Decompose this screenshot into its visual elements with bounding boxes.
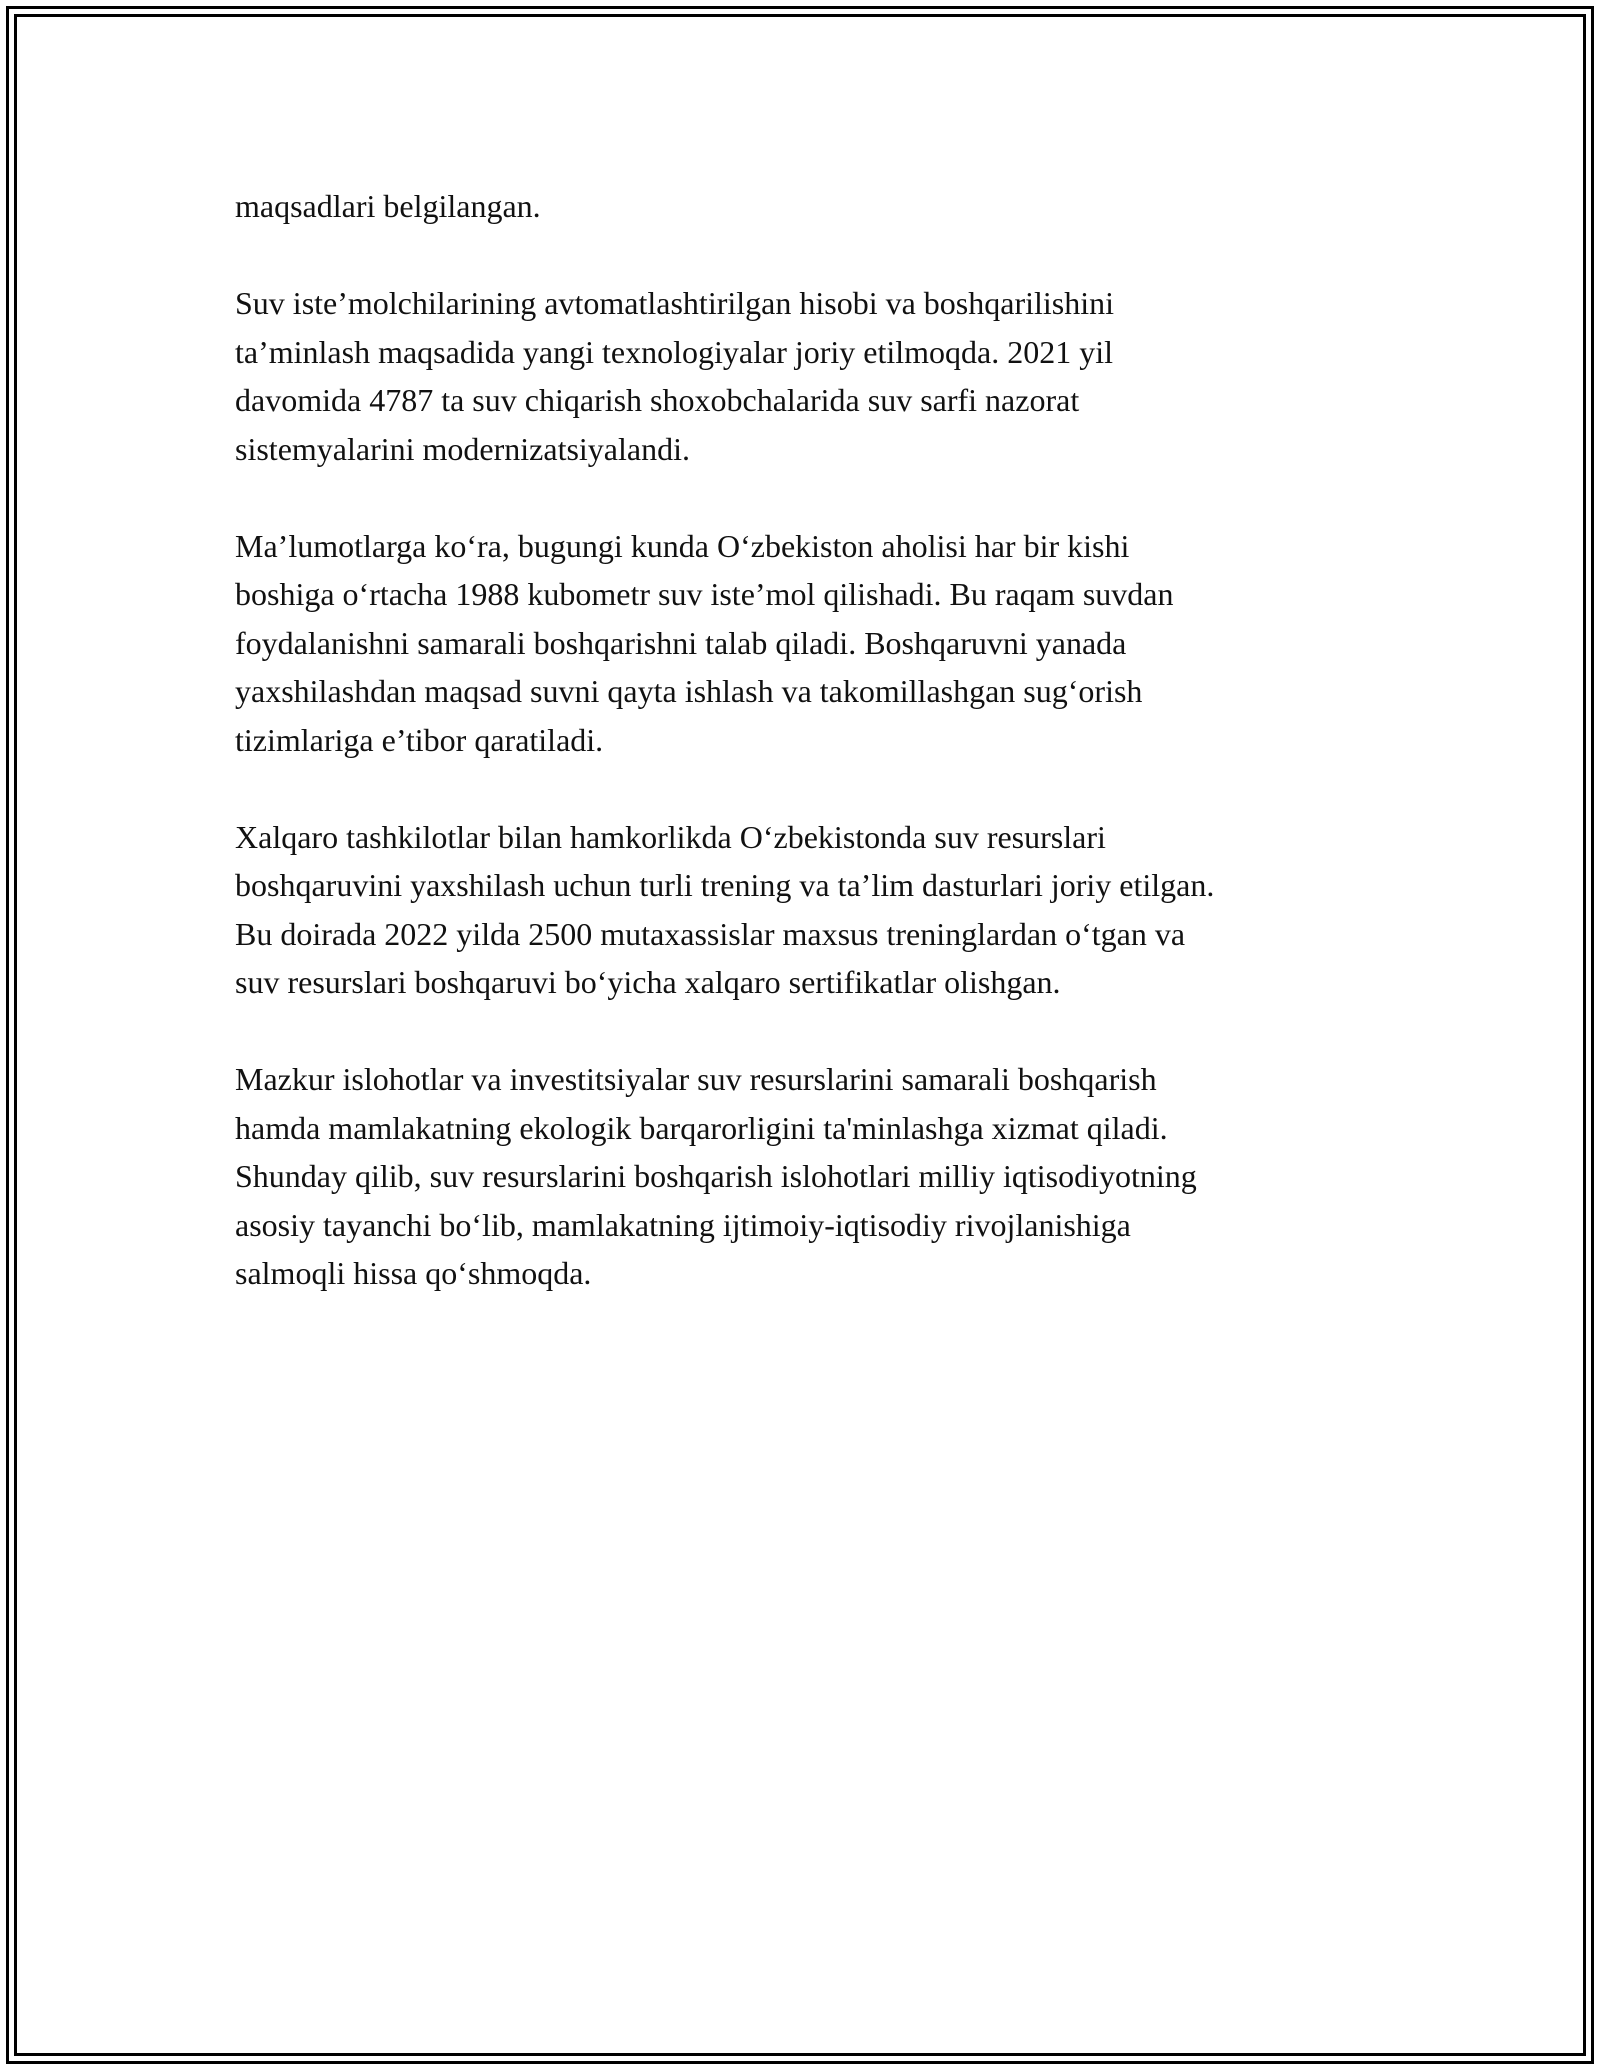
- paragraph-3: Ma’lumotlarga ko‘ra, bugungi kunda O‘zbekiston aholisi har bir kishi boshiga o‘rtacha 1988 kubometr suv iste’mol qilishadi. Bu raqam suvdan foydalanishni samarali boshqarishni talab qiladi. Boshqaruvni yanada yaxshilashdan maqsad suvni qayta ishlash va takomillashgan sug‘orish tizimlariga e’tibor qaratiladi.: [235, 527, 1174, 758]
- paragraph-5: Mazkur islohotlar va investitsiyalar suv resurslarini samarali boshqarish hamda mamlakatning ekologik barqarorligini ta'minlashga xizmat qiladi. Shunday qilib, suv resurslarini boshqarish islohotlari milliy iqtisodiyotning asosiy tayanchi bo‘lib, mamlakatning ijtimoiy-iqtisodiy rivojlanishiga salmoqli hissa qo‘shmoqda.: [235, 1061, 1197, 1291]
- paragraph-1: maqsadlari belgilangan.: [235, 188, 541, 224]
- paragraph-4: Xalqaro tashkilotlar bilan hamkorlikda O‘zbekistonda suv resurslari boshqaruvini yaxshilash uchun turli trening va ta’lim dasturlari joriy etilgan. Bu doirada 2022 yilda 2500 mutaxassislar maxsus treninglardan o‘tgan va suv resurslari boshqaruvi bo‘yicha xalqaro sertifikatlar olishgan.: [235, 818, 1215, 1000]
- document-body: [235, 182, 1385, 1346]
- paragraph-2: Suv iste’molchilarining avtomatlashtirilgan hisobi va boshqarilishini ta’minlash maqsadida yangi texnologiyalar joriy etilmoqda. 2021 yil davomida 4787 ta suv chiqarish shoxobchalarida suv sarfi nazorat sistemyalarini modernizatsiyalandi.: [235, 285, 1114, 467]
